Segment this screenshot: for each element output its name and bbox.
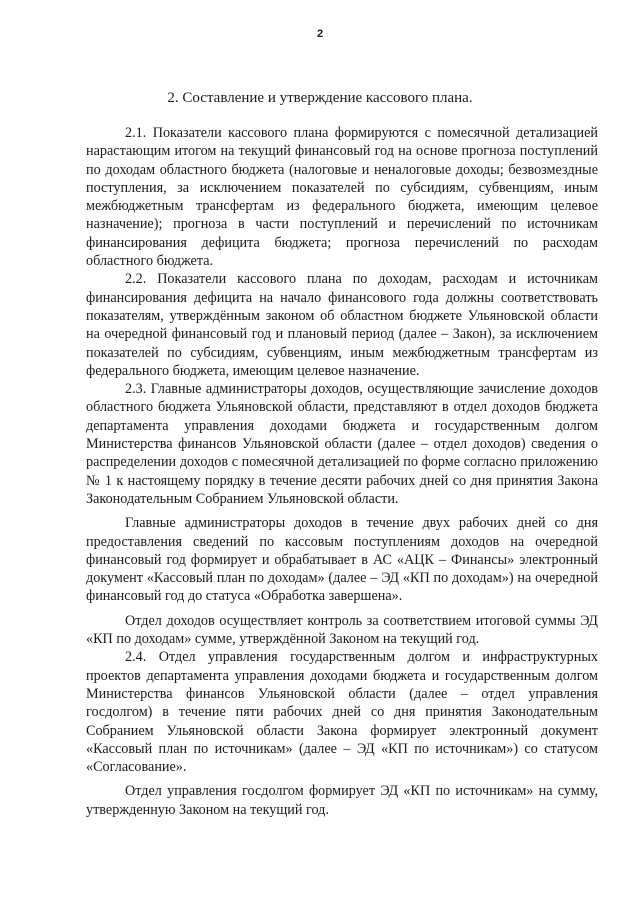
document-body — [86, 124, 598, 819]
paragraph-2-2: 2.2. Показатели кассового плана по доходам, расходам и источникам финансирования дефицита на начало финансового года должны соответствовать показателям, утверждённым законом об областном бюджете Ульяновской области на очередной финансовый год и плановый период (далее – Закон), за исключением показателей по субсидиям, субвенциям, иным межбюджетным трансфертам из федерального бюджета, имеющим целевое назначение. — [86, 271, 598, 379]
paragraph-admins: Главные администраторы доходов в течение двух рабочих дней со дня предоставления сведений по кассовым поступлениям доходов на очередной финансовый год формирует и обрабатывает в АС «АЦК – Финансы» электронный документ «Кассовый план по доходам» (далее – ЭД «КП по доходам») на очередной финансовый год до статуса «Обработка завершена». — [86, 515, 598, 605]
paragraph-control: Отдел доходов осуществляет контроль за соответствием итоговой суммы ЭД «КП по доходам» сумме, утверждённой Законом на текущий год. — [86, 612, 598, 648]
paragraph-2-3: 2.3. Главные администраторы доходов, осуществляющие зачисление доходов областного бюджета Ульяновской области, представляют в отдел доходов бюджета департамента управления доходами бюджета и государственным долгом Министерства финансов Ульяновской области (далее – отдел доходов) сведения о распределении доходов с помесячной детализацией по форме согласно приложению № 1 к настоящему порядку в течение десяти рабочих дней со дня принятия Закона Законодательным Собранием Ульяновской области. — [86, 381, 598, 507]
paragraph-2-1: 2.1. Показатели кассового плана формируются с помесячной детализацией нарастающим итогом на текущий финансовый год на основе прогноза поступлений по доходам областного бюджета (налоговые и неналоговые доходы; безвозмездные поступления, за исключением показателей по субсидиям, субвенциям, иным межбюджетным трансфертам из федерального бюджета, имеющим целевое назначение); прогноза в части поступлений и перечислений по источникам финансирования дефицита бюджета; прогноза перечислений по расходам областного бюджета. — [86, 125, 598, 270]
section-title: 2. Составление и утверждение кассового плана. — [167, 90, 473, 106]
paragraph-2-4: 2.4. Отдел управления государственным долгом и инфраструктурных проектов департамента управления доходами бюджета и государственным долгом Министерства финансов Ульяновской области (далее – отдел управления госдолгом) в течение пяти рабочих дней со дня принятия Законодательным Собранием Ульяновской области Закона формирует электронный документ «Кассовый план по источникам» (далее – ЭД «КП по источникам») со статусом «Согласование». — [86, 649, 598, 776]
page-number: 2 — [316, 28, 324, 40]
paragraph-debt: Отдел управления госдолгом формирует ЭД «КП по источникам» на сумму, утвержденную Законом на текущий год. — [86, 783, 598, 818]
